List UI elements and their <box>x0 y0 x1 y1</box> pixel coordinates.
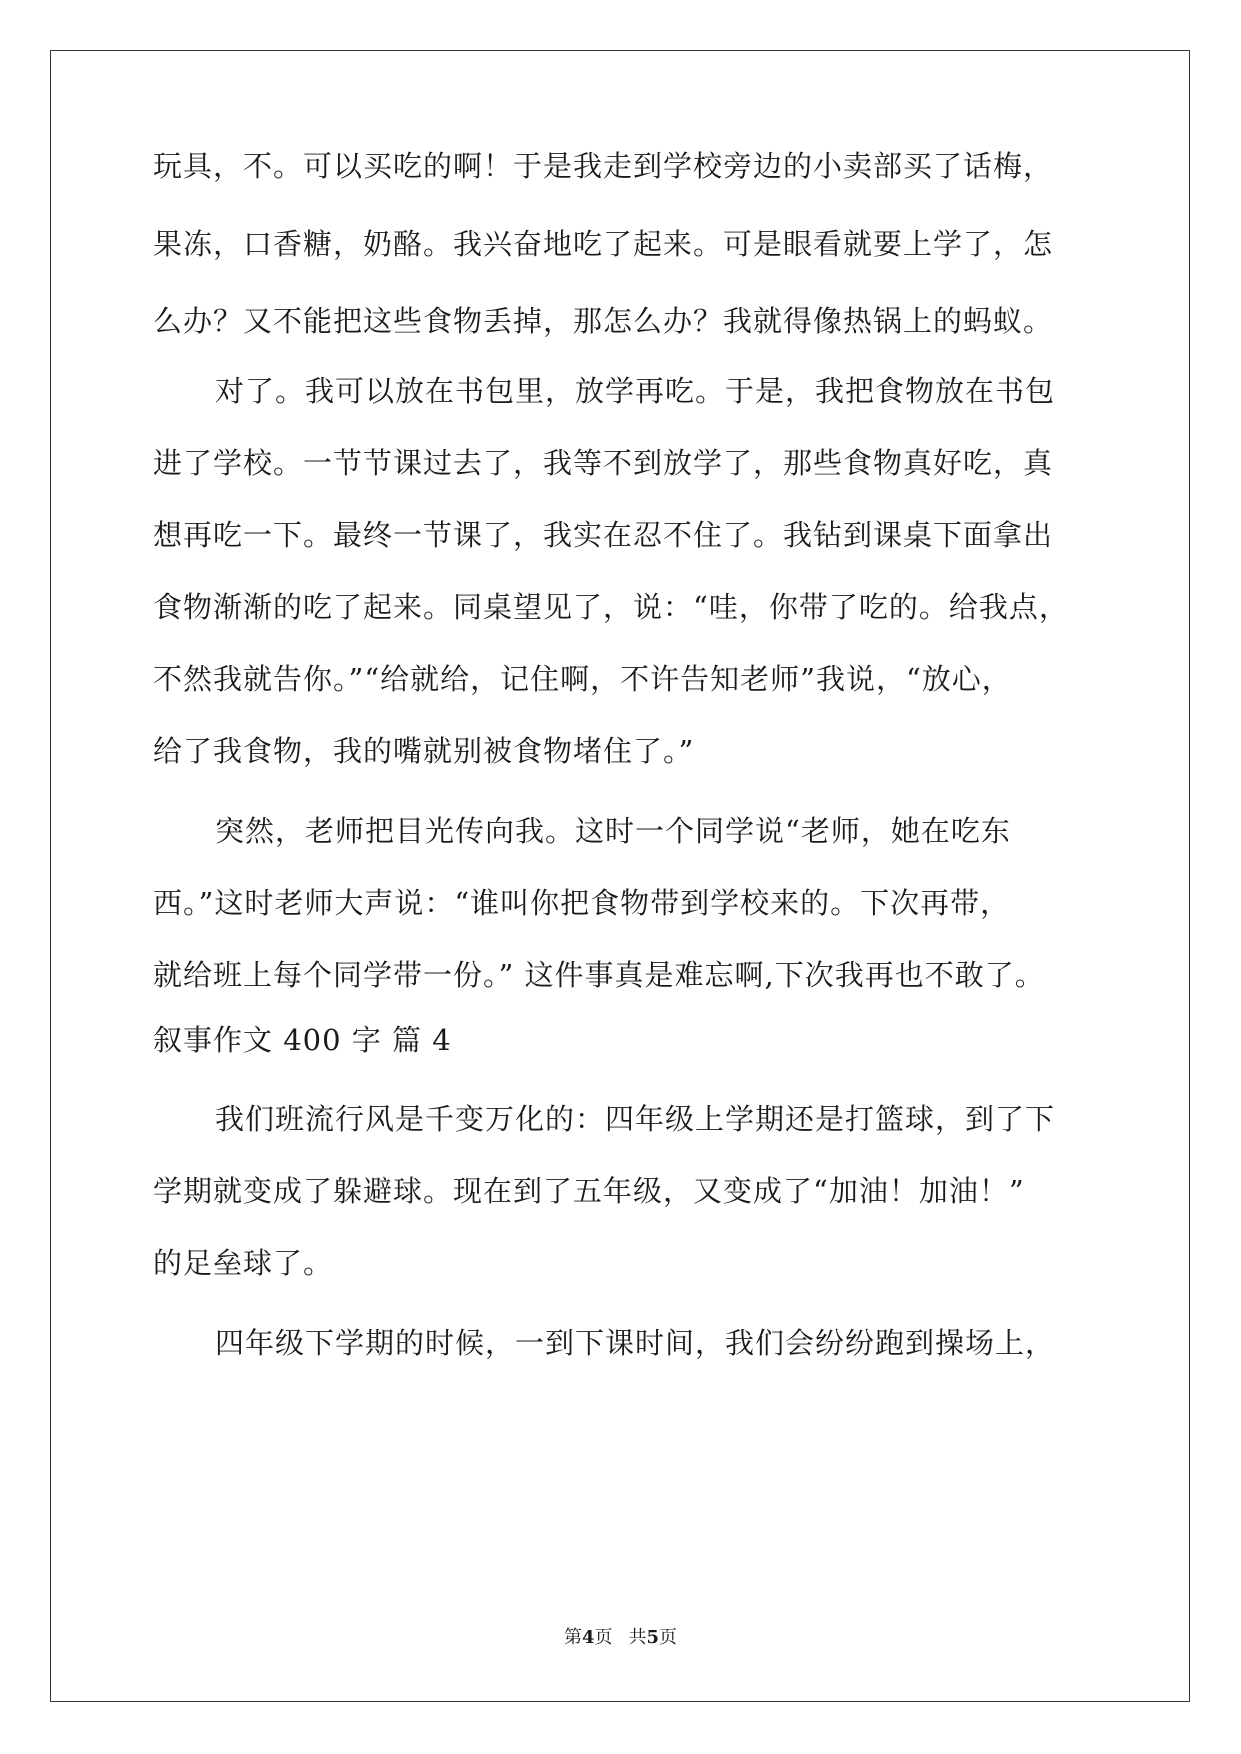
paragraph-start-line: 突然，老师把目光传向我。这时一个同学说“老师，她在吃东 <box>215 814 1011 848</box>
body-text-line: 想再吃一下。最终一节课了，我实在忍不住了。我钻到课桌下面拿出 <box>153 518 1054 552</box>
body-text-line: 学期就变成了躲避球。现在到了五年级，又变成了“加油！加油！” <box>153 1174 1025 1208</box>
total-page-number: 5 <box>646 1627 660 1648</box>
footer-total-suffix: 页 <box>659 1627 678 1648</box>
paragraph-start-line: 四年级下学期的时候，一到下课时间，我们会纷纷跑到操场上， <box>215 1326 1056 1360</box>
footer-prefix: 第 <box>563 1627 582 1648</box>
body-text-line: 不然我就告你。”“给就给，记住啊，不许告知老师”我说，“放心， <box>153 662 1012 696</box>
body-text-line: 么办？又不能把这些食物丢掉，那怎么办？我就得像热锅上的蚂蚁。 <box>153 304 1054 338</box>
body-text-line: 进了学校。一节节课过去了，我等不到放学了，那些食物真好吃，真 <box>153 446 1054 480</box>
footer-total-prefix: 共 <box>628 1627 647 1648</box>
footer-page-suffix: 页 <box>594 1627 613 1648</box>
body-text-line: 玩具，不。可以买吃的啊！于是我走到学校旁边的小卖部买了话梅， <box>153 149 1054 183</box>
body-text-line: 西。”这时老师大声说：“谁叫你把食物带到学校来的。下次再带， <box>153 886 1011 920</box>
page-border <box>50 50 1190 1702</box>
body-text-line: 的足垒球了。 <box>153 1246 334 1280</box>
body-text-line: 就给班上每个同学带一份。” 这件事真是难忘啊,下次我再也不敢了。 <box>153 958 1045 992</box>
body-text-line: 给了我食物，我的嘴就别被食物堵住了。” <box>153 734 695 768</box>
current-page-number: 4 <box>581 1627 595 1648</box>
body-text-line: 果冻，口香糖，奶酪。我兴奋地吃了起来。可是眼看就要上学了，怎 <box>153 227 1054 261</box>
page-footer <box>0 1626 1241 1650</box>
body-text-line: 食物渐渐的吃了起来。同桌望见了，说：“哇，你带了吃的。给我点， <box>153 590 1069 624</box>
section-heading: 叙事作文 400 字 篇 4 <box>153 1023 452 1057</box>
paragraph-start-line: 我们班流行风是千变万化的：四年级上学期还是打篮球，到了下 <box>215 1102 1056 1136</box>
paragraph-start-line: 对了。我可以放在书包里，放学再吃。于是，我把食物放在书包 <box>215 374 1056 408</box>
